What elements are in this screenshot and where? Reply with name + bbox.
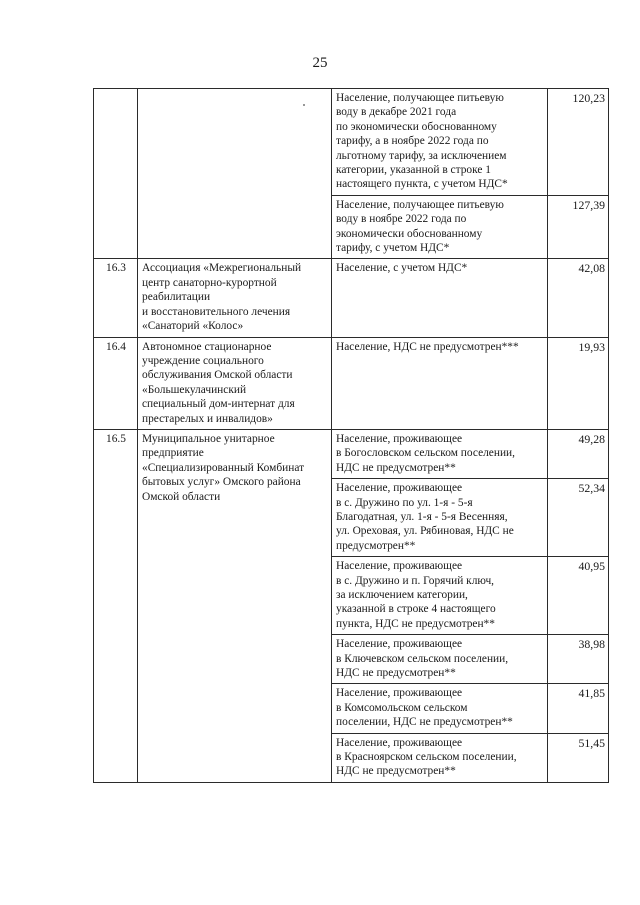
row-number-cell: 16.5: [94, 429, 138, 782]
tariff-value-cell: 51,45: [548, 733, 609, 782]
text-line: в Ключевском сельском поселении,: [336, 652, 509, 665]
text-line: за исключением категории,: [336, 589, 468, 601]
tariff-value-cell: 52,34: [548, 479, 609, 557]
text-line: поселении, НДС не предусмотрен**: [336, 716, 513, 729]
consumer-category-cell: [332, 733, 548, 782]
row-number-cell: 16.3: [94, 259, 138, 337]
text-line: НДС не предусмотрен**: [336, 667, 456, 680]
text-line: Население, проживающее: [336, 687, 463, 700]
text-line: Благодатная, ул. 1-я - 5-я Весенняя,: [336, 510, 508, 523]
text-line: предусмотрен**: [336, 539, 416, 552]
text-line: НДС не предусмотрен**: [336, 461, 456, 474]
text-line: и восстановительного лечения: [142, 305, 291, 318]
text-line: Ассоциация «Межрегиональный: [142, 262, 302, 275]
text-line: экономически обоснованному: [336, 227, 483, 240]
row-number-cell: 16.4: [94, 337, 138, 429]
consumer-category-cell: [332, 89, 548, 196]
text-line: в Комсомольском сельском: [336, 701, 468, 714]
text-line: учреждение социального: [142, 354, 264, 367]
text-line: Население, НДС не предусмотрен***: [336, 340, 519, 353]
organization-cell: [138, 259, 332, 337]
organization-cell: [138, 89, 332, 259]
text-line: тарифу, с учетом НДС*: [336, 242, 450, 255]
organization-cell: [138, 337, 332, 429]
text-line: «Санаторий «Колос»: [142, 320, 244, 333]
page-number: 25: [312, 55, 328, 71]
text-line: по экономически обоснованному: [336, 120, 497, 133]
text-line: Население, проживающее: [336, 432, 463, 445]
text-line: указанной в строке 4 настоящего: [336, 603, 496, 616]
table-row: [94, 89, 609, 196]
text-line: Автономное стационарное: [142, 340, 272, 353]
text-line: воду в ноябре 2022 года по: [336, 213, 467, 226]
text-line: «Специализированный Комбинат: [142, 461, 305, 474]
text-line: «Большекулачинский: [142, 383, 247, 396]
text-line: настоящего пункта, с учетом НДС*: [336, 178, 508, 191]
text-line: Население, получающее питьевую: [336, 92, 504, 104]
text-line: предприятие: [142, 447, 204, 460]
tariff-value-cell: 40,95: [548, 557, 609, 635]
tariff-value-cell: 120,23: [548, 89, 609, 196]
text-line: в Богословском сельском поселении,: [336, 447, 515, 460]
text-line: Омской области: [142, 490, 221, 503]
text-line: Население, с учетом НДС*: [336, 262, 468, 275]
text-line: ул. Ореховая, ул. Рябиновая, НДС не: [336, 525, 514, 538]
consumer-category-cell: [332, 429, 548, 478]
text-line: обслуживания Омской области: [142, 369, 293, 382]
consumer-category-cell: [332, 684, 548, 733]
text-line: Население, проживающее: [336, 638, 463, 651]
table-row: [94, 259, 609, 337]
table-row: [94, 337, 609, 429]
tariff-value-cell: 127,39: [548, 195, 609, 259]
tariff-table-body: [94, 89, 609, 783]
text-line: в Красноярском сельском поселении,: [336, 751, 517, 764]
text-line: Население, проживающее: [336, 736, 463, 749]
tariff-value-cell: 19,93: [548, 337, 609, 429]
consumer-category-cell: [332, 259, 548, 337]
text-line: престарелых и инвалидов»: [142, 412, 273, 425]
consumer-category-cell: [332, 195, 548, 259]
text-line: тарифу, а в ноябре 2022 года по: [336, 135, 489, 148]
consumer-category-cell: [332, 635, 548, 684]
row-number-cell: [94, 89, 138, 259]
text-line: Население, получающее питьевую: [336, 198, 504, 211]
text-line: специальный дом-интернат для: [142, 398, 295, 411]
text-line: льготному тарифу, за исключением: [336, 149, 507, 162]
consumer-category-cell: [332, 479, 548, 557]
tariff-value-cell: 38,98: [548, 635, 609, 684]
text-line: Население, проживающее: [336, 560, 463, 573]
tariff-value-cell: 49,28: [548, 429, 609, 478]
text-line: НДС не предусмотрен**: [336, 765, 456, 778]
tariff-value-cell: 42,08: [548, 259, 609, 337]
text-line: в с. Дружино и п. Горячий ключ,: [336, 574, 495, 587]
consumer-category-cell: [332, 557, 548, 635]
text-line: Муниципальное унитарное: [142, 432, 275, 445]
text-line: бытовых услуг» Омского района: [142, 476, 301, 489]
text-line: воду в декабре 2021 года: [336, 106, 457, 119]
tariff-table: [93, 88, 609, 783]
text-line: категории, указанной в строке 1: [336, 164, 491, 177]
organization-cell: [138, 429, 332, 782]
tariff-value-cell: 41,85: [548, 684, 609, 733]
table-row: [94, 429, 609, 478]
text-line: в с. Дружино по ул. 1-я - 5-я: [336, 496, 473, 509]
text-line: пункта, НДС не предусмотрен**: [336, 617, 495, 630]
text-line: Население, проживающее: [336, 482, 463, 495]
consumer-category-cell: [332, 337, 548, 429]
text-line: центр санаторно-курортной: [142, 276, 277, 289]
text-line: реабилитации: [142, 291, 211, 304]
